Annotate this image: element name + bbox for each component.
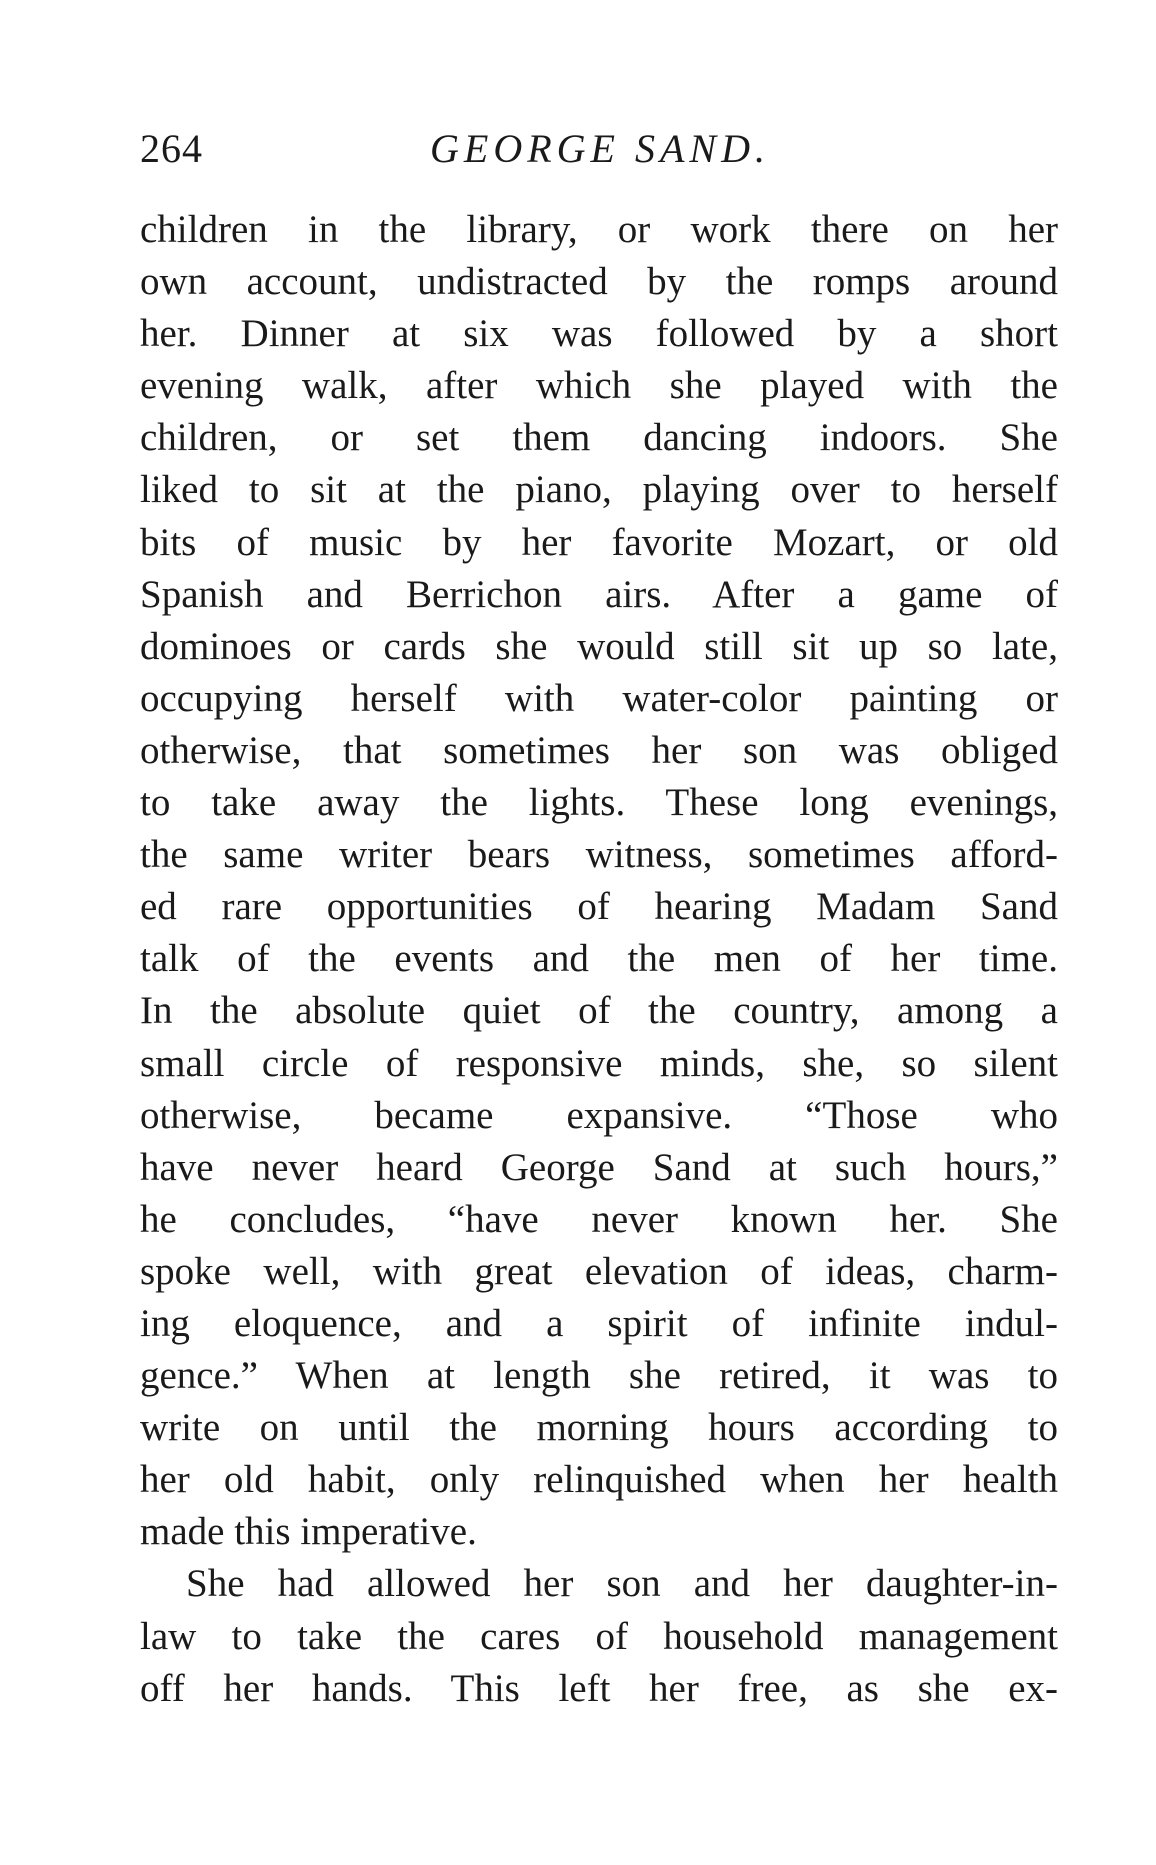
text-line: bits of music by her favorite Mozart, or old <box>140 520 1058 564</box>
text-line: off her hands. This left her free, as she ex- <box>140 1666 1058 1710</box>
paragraph <box>140 204 1058 1558</box>
text-line: otherwise, became expansive. “Those who <box>140 1093 1058 1137</box>
text-line: spoke well, with great elevation of ideas, charm- <box>140 1249 1058 1293</box>
text-line: gence.” When at length she retired, it was to <box>140 1354 1058 1398</box>
body-text <box>140 204 1058 1715</box>
text-line: her. Dinner at six was followed by a short <box>140 312 1058 356</box>
text-line: made this imperative. <box>140 1510 477 1554</box>
text-line: dominoes or cards she would still sit up so late, <box>140 624 1058 668</box>
text-line: have never heard George Sand at such hours,” <box>140 1145 1058 1189</box>
text-line: children, or set them dancing indoors. She <box>140 416 1058 460</box>
text-line: evening walk, after which she played with the <box>140 364 1058 408</box>
text-line: he concludes, “have never known her. She <box>140 1197 1058 1241</box>
text-line: the same writer bears witness, sometimes afford- <box>140 833 1058 877</box>
text-line: her old habit, only relinquished when her health <box>140 1458 1058 1502</box>
paragraph <box>140 1558 1058 1714</box>
text-line: She had allowed her son and her daughter-in- <box>186 1562 1058 1606</box>
text-line: ed rare opportunities of hearing Madam Sand <box>140 885 1058 929</box>
text-line: children in the library, or work there on her <box>140 208 1058 251</box>
text-line: otherwise, that sometimes her son was obliged <box>140 728 1058 772</box>
running-title: GEORGE SAND. <box>430 126 770 171</box>
text-line: own account, undistracted by the romps around <box>140 260 1058 304</box>
text-line: law to take the cares of household management <box>140 1614 1058 1658</box>
text-line: liked to sit at the piano, playing over to herself <box>140 468 1058 512</box>
text-line: small circle of responsive minds, she, so silent <box>140 1041 1058 1085</box>
running-head <box>140 124 1060 174</box>
page-number: 264 <box>140 126 203 171</box>
text-line: Spanish and Berrichon airs. After a game of <box>140 572 1058 616</box>
text-line: ing eloquence, and a spirit of infinite indul- <box>140 1301 1058 1345</box>
text-line: talk of the events and the men of her time. <box>140 937 1058 981</box>
text-line: write on until the morning hours according to <box>140 1406 1058 1450</box>
text-line: to take away the lights. These long evenings, <box>140 781 1058 825</box>
text-line: occupying herself with water-color painting or <box>140 676 1058 720</box>
text-line: In the absolute quiet of the country, among a <box>140 989 1058 1033</box>
